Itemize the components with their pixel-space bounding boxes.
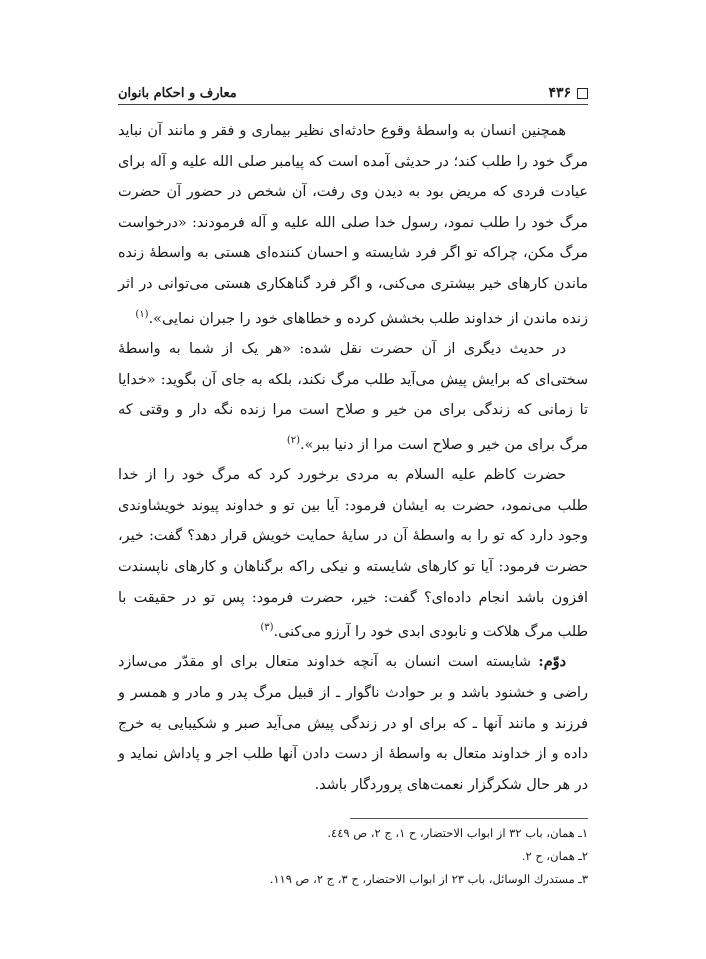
footnote-rule [350,818,588,819]
section-label-second: دوّم: [538,653,567,671]
footnote-3: ۳ـ مستدرك الوسائل، باب ۲۳ از ابواب الاحتضار، ح ۳، ج ۲، ص ۱۱۹. [269,872,588,886]
body-text [118,116,588,800]
paragraph-1: همچنین انسان به واسطهٔ وقوع حادثه‌ای نظیر بیماری و فقر و مانند آن نباید مرگ خود را طلب کند؛ در حدیثی آمده است که پیامبر صلی الله علیه و آله برای عیادت فردی که مریض بود به دیدن وی رفت، آن شخص در حضور آن حضرت مرگ خود را طلب نمود، رسول خدا صلی الله علیه و آله فرمودند: «درخواست مرگ مکن، چراکه تو اگر فرد شایسته و احسان کننده‌ای هستی به واسطهٔ زنده ماندن کارهای خیر بیشتری می‌کنی، و اگر فرد گناهکاری هستی می‌توانی در اثر زنده ماندن از خداوند طلب بخشش کرده و خطاهای خود را جبران نمایی».$^{(۱)}$ [118,123,588,327]
page-number-group [548,85,588,101]
footnote-2: ۲ـ همان، ح ۲. [521,849,588,863]
note-ref-3: (۳) [260,622,274,634]
page-number: ۴۳۶ [548,85,571,101]
paragraph-2: در حدیث دیگری از آن حضرت نقل شده: «هر یک از شما به واسطهٔ سختی‌ای که برایش پیش می‌آید طلب مرگ نکند، بلکه به جای آن بگوید: «خدایا تا زمانی که زندگی برای من خیر و صلاح است مرا زنده نگه دار و وقتی که مرگ برای من خیر و صلاح است مرا از دنیا ببر».$^{(۲)}$ [118,340,588,453]
note-ref-2: (۲) [286,434,301,446]
note-ref-1: (۱) [135,308,149,320]
page-header [118,82,588,104]
running-title: معارف و احکام بانوان [118,85,237,101]
paragraph-3: حضرت کاظم علیه السلام به مردی برخورد کرد که مرگ خود را از خدا طلب می‌نمود، حضرت به ایشان فرمود: آیا بین تو و خداوند پیوند خویشاوندی وجود دارد که تو را به واسطهٔ آن در سایهٔ حمایت خویش قرار دهد؟ گفت: خیر، حضرت فرمود: آیا تو کارهای شایسته و نیکی راکه برگناهان و کارهای ناپسندت افزون باشد انجام داده‌ای؟ گفت: خیر، حضرت فرمود: پس تو در حقیقت با طلب مرگ هلاکت و نابودی ابدی خود را آرزو می‌کنی.$^{(۳)}$ [118,467,588,640]
footnotes [118,822,588,891]
paragraph-4: دوّم: شایسته است انسان به آنچه خداوند متعال برای او مقدّر می‌سازد راضی و خشنود باشد و بر حوادث ناگوار ـ از قبیل مرگ پدر و مادر و همسر و فرزند و مانند آنها ـ که برای او در زندگی پیش می‌آید صبر و شکیبایی به خرج داده و از خداوند متعال به واسطهٔ از دست دادن آنها طلب اجر و پاداش نماید و در هر حال شکرگزار نعمت‌های پروردگار باشد. [118,653,588,793]
footnote-1: ۱ـ همان، باب ۳۲ از ابواب الاحتضار، ح ۱، ج ۲، ص ٤٤٩. [327,826,588,840]
header-rule [118,104,588,105]
square-icon [577,88,588,99]
